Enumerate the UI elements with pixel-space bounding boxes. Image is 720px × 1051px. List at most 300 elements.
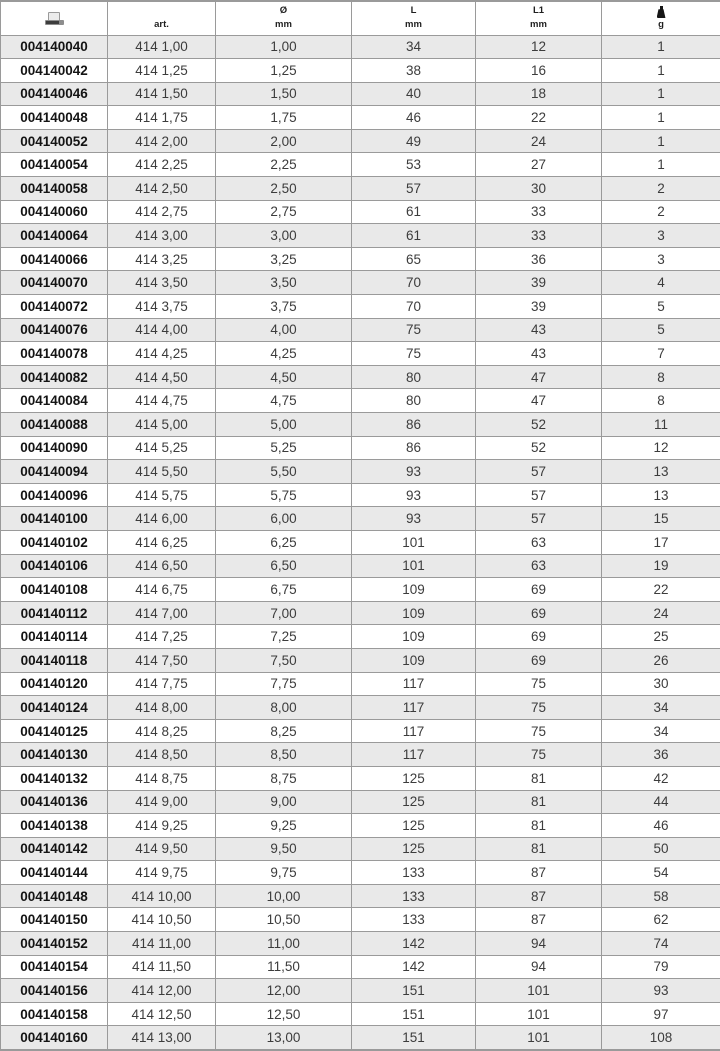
art-cell: 414 3,00	[108, 224, 216, 248]
ean-cell: 004140084	[1, 389, 108, 413]
table-row	[1, 743, 720, 767]
weight-cell: 1	[602, 59, 720, 83]
length-cell: 65	[352, 247, 476, 271]
table-row	[1, 224, 720, 248]
weight-cell: 62	[602, 908, 720, 932]
art-cell: 414 5,00	[108, 413, 216, 437]
length1-cell: 57	[476, 460, 602, 484]
table-row	[1, 413, 720, 437]
length-cell: 49	[352, 129, 476, 153]
diameter-cell: 8,50	[216, 743, 352, 767]
weight-cell: 42	[602, 766, 720, 790]
length-cell: 75	[352, 342, 476, 366]
length1-cell: 101	[476, 1002, 602, 1026]
header-art	[108, 1, 216, 35]
diameter-cell: 10,50	[216, 908, 352, 932]
table-row	[1, 932, 720, 956]
ean-cell: 004140076	[1, 318, 108, 342]
ean-cell: 004140112	[1, 601, 108, 625]
art-cell: 414 5,75	[108, 483, 216, 507]
ean-cell: 004140120	[1, 672, 108, 696]
art-cell: 414 8,50	[108, 743, 216, 767]
header-diameter	[216, 1, 352, 35]
length1-cell: 75	[476, 719, 602, 743]
weight-cell: 79	[602, 955, 720, 979]
length-cell: 101	[352, 554, 476, 578]
diameter-cell: 6,00	[216, 507, 352, 531]
table-row	[1, 648, 720, 672]
length1-cell: 47	[476, 365, 602, 389]
length-cell: 46	[352, 106, 476, 130]
diameter-cell: 11,50	[216, 955, 352, 979]
length-cell: 109	[352, 625, 476, 649]
ean-cell: 004140118	[1, 648, 108, 672]
weight-cell: 54	[602, 861, 720, 885]
weight-cell: 93	[602, 979, 720, 1003]
art-cell: 414 9,50	[108, 837, 216, 861]
length-cell: 125	[352, 790, 476, 814]
length-cell: 133	[352, 908, 476, 932]
ean-cell: 004140082	[1, 365, 108, 389]
header-diameter-symbol: Ø	[279, 5, 288, 17]
table-row	[1, 436, 720, 460]
diameter-cell: 5,75	[216, 483, 352, 507]
ean-cell: 004140144	[1, 861, 108, 885]
art-cell: 414 10,50	[108, 908, 216, 932]
art-cell: 414 9,25	[108, 814, 216, 838]
diameter-cell: 9,00	[216, 790, 352, 814]
diameter-cell: 3,50	[216, 271, 352, 295]
art-cell: 414 11,50	[108, 955, 216, 979]
weight-cell: 25	[602, 625, 720, 649]
length1-cell: 69	[476, 601, 602, 625]
ean-cell: 004140078	[1, 342, 108, 366]
length1-cell: 87	[476, 861, 602, 885]
length1-cell: 12	[476, 35, 602, 59]
diameter-cell: 7,75	[216, 672, 352, 696]
ean-cell: 004140040	[1, 35, 108, 59]
length1-cell: 63	[476, 530, 602, 554]
diameter-cell: 8,75	[216, 766, 352, 790]
diameter-cell: 6,25	[216, 530, 352, 554]
length-cell: 53	[352, 153, 476, 177]
table-row	[1, 530, 720, 554]
art-cell: 414 2,50	[108, 177, 216, 201]
art-cell: 414 10,00	[108, 884, 216, 908]
diameter-cell: 3,00	[216, 224, 352, 248]
ean-cell: 004140132	[1, 766, 108, 790]
header-length-symbol: L	[410, 5, 417, 17]
diameter-cell: 3,75	[216, 295, 352, 319]
weight-cell: 46	[602, 814, 720, 838]
table-row	[1, 35, 720, 59]
ean-cell: 004140096	[1, 483, 108, 507]
length1-cell: 81	[476, 790, 602, 814]
length1-cell: 101	[476, 979, 602, 1003]
weight-cell: 11	[602, 413, 720, 437]
weight-cell: 4	[602, 271, 720, 295]
length-cell: 80	[352, 389, 476, 413]
table-row	[1, 1026, 720, 1050]
header-ean	[1, 1, 108, 35]
table-row	[1, 200, 720, 224]
length1-cell: 36	[476, 247, 602, 271]
ean-cell: 004140148	[1, 884, 108, 908]
ean-cell: 004140138	[1, 814, 108, 838]
length1-cell: 81	[476, 814, 602, 838]
table-row	[1, 672, 720, 696]
ean-cell: 004140058	[1, 177, 108, 201]
length-cell: 125	[352, 814, 476, 838]
weight-cell: 58	[602, 884, 720, 908]
diameter-cell: 1,25	[216, 59, 352, 83]
length1-cell: 75	[476, 672, 602, 696]
art-cell: 414 3,50	[108, 271, 216, 295]
diameter-cell: 4,50	[216, 365, 352, 389]
diameter-cell: 2,25	[216, 153, 352, 177]
weight-cell: 3	[602, 224, 720, 248]
art-cell: 414 3,75	[108, 295, 216, 319]
diameter-cell: 2,75	[216, 200, 352, 224]
art-cell: 414 8,25	[108, 719, 216, 743]
art-cell: 414 4,50	[108, 365, 216, 389]
table-row	[1, 271, 720, 295]
table-row	[1, 625, 720, 649]
diameter-cell: 10,00	[216, 884, 352, 908]
length1-cell: 94	[476, 955, 602, 979]
weight-cell: 2	[602, 177, 720, 201]
length1-cell: 24	[476, 129, 602, 153]
table-header	[1, 1, 720, 35]
diameter-cell: 13,00	[216, 1026, 352, 1050]
ean-cell: 004140088	[1, 413, 108, 437]
length1-cell: 27	[476, 153, 602, 177]
table-row	[1, 389, 720, 413]
diameter-cell: 12,50	[216, 1002, 352, 1026]
diameter-cell: 4,25	[216, 342, 352, 366]
weight-cell: 44	[602, 790, 720, 814]
ean-cell: 004140052	[1, 129, 108, 153]
ean-cell: 004140046	[1, 82, 108, 106]
length1-cell: 81	[476, 837, 602, 861]
length1-cell: 94	[476, 932, 602, 956]
diameter-cell: 4,75	[216, 389, 352, 413]
length1-cell: 39	[476, 295, 602, 319]
table-body	[1, 35, 720, 1050]
weight-cell: 26	[602, 648, 720, 672]
header-art-label: art.	[154, 19, 169, 31]
diameter-cell: 5,50	[216, 460, 352, 484]
art-cell: 414 12,50	[108, 1002, 216, 1026]
diameter-cell: 12,00	[216, 979, 352, 1003]
art-cell: 414 3,25	[108, 247, 216, 271]
art-cell: 414 7,50	[108, 648, 216, 672]
ean-cell: 004140048	[1, 106, 108, 130]
ean-cell: 004140108	[1, 578, 108, 602]
length1-cell: 57	[476, 483, 602, 507]
weight-cell: 30	[602, 672, 720, 696]
weight-cell: 13	[602, 460, 720, 484]
length1-cell: 75	[476, 743, 602, 767]
length1-cell: 63	[476, 554, 602, 578]
art-cell: 414 13,00	[108, 1026, 216, 1050]
length1-cell: 22	[476, 106, 602, 130]
art-cell: 414 4,75	[108, 389, 216, 413]
length-cell: 101	[352, 530, 476, 554]
table-row	[1, 955, 720, 979]
ean-cell: 004140154	[1, 955, 108, 979]
length-cell: 38	[352, 59, 476, 83]
ean-cell: 004140054	[1, 153, 108, 177]
length-cell: 86	[352, 413, 476, 437]
length1-cell: 47	[476, 389, 602, 413]
weight-cell: 5	[602, 318, 720, 342]
table-row	[1, 82, 720, 106]
diameter-cell: 6,75	[216, 578, 352, 602]
diameter-cell: 3,25	[216, 247, 352, 271]
weight-cell: 24	[602, 601, 720, 625]
length1-cell: 69	[476, 578, 602, 602]
length1-cell: 57	[476, 507, 602, 531]
diameter-cell: 9,75	[216, 861, 352, 885]
length1-cell: 52	[476, 413, 602, 437]
diameter-cell: 7,50	[216, 648, 352, 672]
weight-cell: 12	[602, 436, 720, 460]
ean-cell: 004140130	[1, 743, 108, 767]
table-row	[1, 790, 720, 814]
length-cell: 142	[352, 932, 476, 956]
length-cell: 61	[352, 200, 476, 224]
ean-cell: 004140094	[1, 460, 108, 484]
table-row	[1, 884, 720, 908]
length-cell: 40	[352, 82, 476, 106]
art-cell: 414 6,50	[108, 554, 216, 578]
ean-cell: 004140060	[1, 200, 108, 224]
art-cell: 414 8,75	[108, 766, 216, 790]
header-length1	[476, 1, 602, 35]
header-row	[1, 1, 720, 35]
length1-cell: 39	[476, 271, 602, 295]
length1-cell: 87	[476, 884, 602, 908]
art-cell: 414 1,75	[108, 106, 216, 130]
art-cell: 414 8,00	[108, 696, 216, 720]
diameter-cell: 8,00	[216, 696, 352, 720]
diameter-cell: 9,50	[216, 837, 352, 861]
weight-cell: 1	[602, 153, 720, 177]
weight-cell: 74	[602, 932, 720, 956]
ean-cell: 004140142	[1, 837, 108, 861]
ean-cell: 004140152	[1, 932, 108, 956]
table-row	[1, 979, 720, 1003]
art-cell: 414 7,00	[108, 601, 216, 625]
table-row	[1, 365, 720, 389]
table-row	[1, 861, 720, 885]
diameter-cell: 2,50	[216, 177, 352, 201]
length-cell: 93	[352, 460, 476, 484]
ean-cell: 004140114	[1, 625, 108, 649]
weight-cell: 108	[602, 1026, 720, 1050]
art-cell: 414 1,25	[108, 59, 216, 83]
diameter-cell: 9,25	[216, 814, 352, 838]
weight-cell: 8	[602, 365, 720, 389]
weight-icon	[657, 6, 666, 18]
art-cell: 414 6,25	[108, 530, 216, 554]
length1-cell: 43	[476, 318, 602, 342]
ean-cell: 004140090	[1, 436, 108, 460]
length1-cell: 75	[476, 696, 602, 720]
length1-cell: 18	[476, 82, 602, 106]
weight-cell: 97	[602, 1002, 720, 1026]
table-row	[1, 460, 720, 484]
ean-cell: 004140102	[1, 530, 108, 554]
weight-cell: 22	[602, 578, 720, 602]
length1-cell: 52	[476, 436, 602, 460]
weight-cell: 50	[602, 837, 720, 861]
art-cell: 414 4,00	[108, 318, 216, 342]
table-row	[1, 601, 720, 625]
length-cell: 109	[352, 648, 476, 672]
diameter-cell: 7,25	[216, 625, 352, 649]
header-length1-unit: mm	[530, 19, 547, 31]
length-cell: 80	[352, 365, 476, 389]
ean-cell: 004140150	[1, 908, 108, 932]
length1-cell: 69	[476, 648, 602, 672]
table-row	[1, 483, 720, 507]
length-cell: 151	[352, 979, 476, 1003]
weight-cell: 1	[602, 35, 720, 59]
table-row	[1, 318, 720, 342]
table-row	[1, 719, 720, 743]
length-cell: 133	[352, 861, 476, 885]
diameter-cell: 1,50	[216, 82, 352, 106]
table-row	[1, 106, 720, 130]
length-cell: 125	[352, 837, 476, 861]
table-row	[1, 837, 720, 861]
weight-cell: 13	[602, 483, 720, 507]
table-row	[1, 247, 720, 271]
header-length-unit: mm	[405, 19, 422, 31]
length1-cell: 81	[476, 766, 602, 790]
art-cell: 414 9,75	[108, 861, 216, 885]
length1-cell: 30	[476, 177, 602, 201]
art-cell: 414 9,00	[108, 790, 216, 814]
diameter-cell: 1,00	[216, 35, 352, 59]
diameter-cell: 8,25	[216, 719, 352, 743]
header-length	[352, 1, 476, 35]
weight-cell: 7	[602, 342, 720, 366]
art-cell: 414 11,00	[108, 932, 216, 956]
length-cell: 151	[352, 1026, 476, 1050]
ean-cell: 004140160	[1, 1026, 108, 1050]
length-cell: 117	[352, 743, 476, 767]
length-cell: 75	[352, 318, 476, 342]
weight-cell: 1	[602, 82, 720, 106]
length-cell: 142	[352, 955, 476, 979]
table-row	[1, 507, 720, 531]
ean-cell: 004140125	[1, 719, 108, 743]
art-cell: 414 4,25	[108, 342, 216, 366]
table-row	[1, 814, 720, 838]
table-row	[1, 696, 720, 720]
ean-cell: 004140156	[1, 979, 108, 1003]
ean-cell: 004140070	[1, 271, 108, 295]
weight-cell: 2	[602, 200, 720, 224]
art-cell: 414 7,75	[108, 672, 216, 696]
diameter-cell: 6,50	[216, 554, 352, 578]
length-cell: 125	[352, 766, 476, 790]
weight-cell: 36	[602, 743, 720, 767]
table-row	[1, 295, 720, 319]
ean-cell: 004140072	[1, 295, 108, 319]
diameter-cell: 7,00	[216, 601, 352, 625]
header-weight-unit: g	[658, 19, 664, 31]
art-cell: 414 2,75	[108, 200, 216, 224]
art-cell: 414 5,25	[108, 436, 216, 460]
art-cell: 414 1,50	[108, 82, 216, 106]
diameter-cell: 1,75	[216, 106, 352, 130]
weight-cell: 34	[602, 696, 720, 720]
table-row	[1, 153, 720, 177]
table-row	[1, 59, 720, 83]
length1-cell: 43	[476, 342, 602, 366]
length-cell: 70	[352, 295, 476, 319]
ean-cell: 004140042	[1, 59, 108, 83]
table-row	[1, 908, 720, 932]
table-row	[1, 766, 720, 790]
table-row	[1, 177, 720, 201]
ean-cell: 004140124	[1, 696, 108, 720]
length1-cell: 33	[476, 224, 602, 248]
ean-cell: 004140106	[1, 554, 108, 578]
weight-cell: 8	[602, 389, 720, 413]
header-weight	[602, 1, 720, 35]
table-row	[1, 342, 720, 366]
length-cell: 151	[352, 1002, 476, 1026]
length-cell: 117	[352, 719, 476, 743]
weight-cell: 34	[602, 719, 720, 743]
length-cell: 117	[352, 672, 476, 696]
length1-cell: 69	[476, 625, 602, 649]
ean-cell: 004140100	[1, 507, 108, 531]
art-cell: 414 6,75	[108, 578, 216, 602]
table-row	[1, 578, 720, 602]
length-cell: 109	[352, 578, 476, 602]
weight-cell: 15	[602, 507, 720, 531]
art-cell: 414 12,00	[108, 979, 216, 1003]
diameter-cell: 5,00	[216, 413, 352, 437]
diameter-cell: 11,00	[216, 932, 352, 956]
weight-cell: 3	[602, 247, 720, 271]
weight-cell: 17	[602, 530, 720, 554]
length1-cell: 16	[476, 59, 602, 83]
art-cell: 414 5,50	[108, 460, 216, 484]
length-cell: 93	[352, 507, 476, 531]
length-cell: 61	[352, 224, 476, 248]
weight-cell: 1	[602, 129, 720, 153]
art-cell: 414 6,00	[108, 507, 216, 531]
table-row	[1, 554, 720, 578]
diameter-cell: 5,25	[216, 436, 352, 460]
art-cell: 414 7,25	[108, 625, 216, 649]
length-cell: 93	[352, 483, 476, 507]
diameter-cell: 4,00	[216, 318, 352, 342]
diameter-cell: 2,00	[216, 129, 352, 153]
length-cell: 70	[352, 271, 476, 295]
length-cell: 109	[352, 601, 476, 625]
length-cell: 133	[352, 884, 476, 908]
weight-cell: 19	[602, 554, 720, 578]
ean-cell: 004140158	[1, 1002, 108, 1026]
